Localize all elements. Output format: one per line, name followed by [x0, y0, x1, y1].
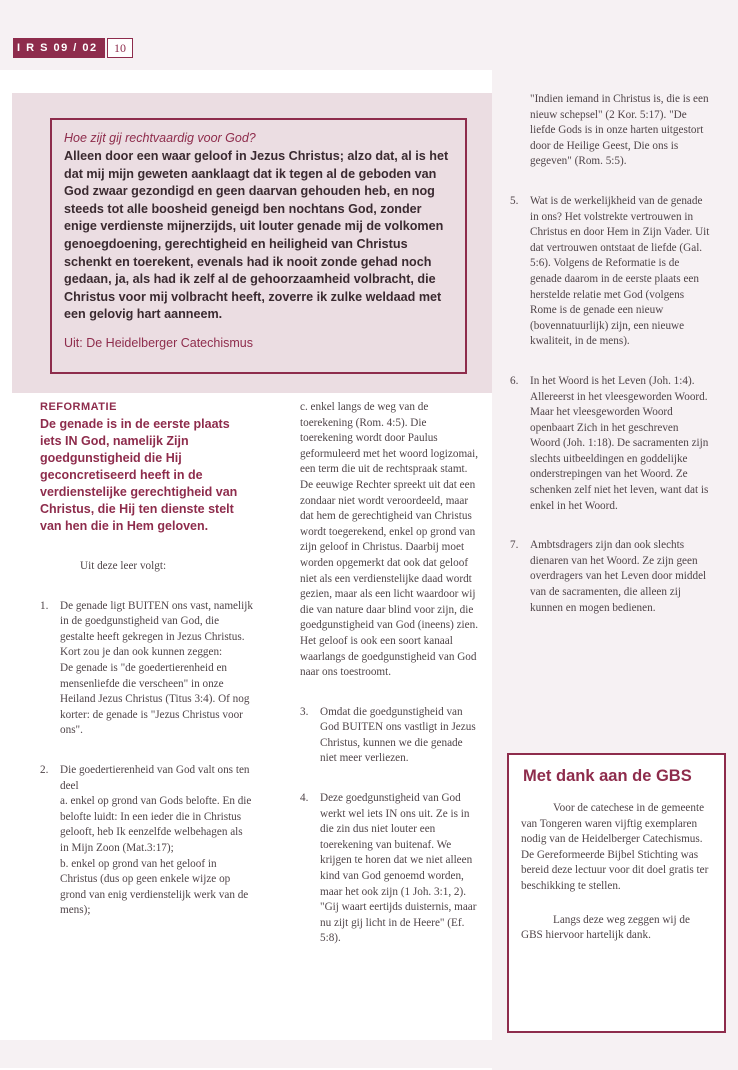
list-item-text: De genade is "de goedertierenheid en mensenliefde die verscheen" in onze Heiland Jezus Christus (Titus 3:4). Of nog korter: de genade is "Jezus Christus voor ons". — [60, 661, 250, 737]
list-item-text: Deze goedgunstigheid van God werkt wel iets IN ons uit. Ze is in die zin dus niet louter een toerekening van buitenaf. We krijgen te horen dat we niet alleen kind van God genoemd worden, maar het ook zijn (1 Joh. 3:1, 2). "Gij waart eertijds duisternis, maar nu zijt gij licht in de Heere" (Ef. 5:8). — [320, 792, 477, 945]
list-item-number: 2. — [40, 763, 49, 776]
list-item-3 — [300, 705, 482, 767]
list-item-text: Wat is de werkelijkheid van de genade in ons? Het volstrekte vertrouwen in Christus en door Hem in Zijn Vader. Uit dat vertrouwen ontstaat de liefde (Gal. 5:6). Volgens de Reformatie is de genade daarom in de eerste plaats een herstelde relatie met God (volgens Rome is de genade een nieuw (bovennatuurlijk) zijn, een nieuwe kwaliteit, in de mens). — [530, 194, 710, 348]
list-item-text: Ambtsdragers zijn dan ook slechts dienaren van het Woord. Ze zijn geen overdragers van het Leven door middel van de sacramenten, die alleen zij kunnen en mogen bedienen. — [530, 539, 707, 614]
list-item-text: In het Woord is het Leven (Joh. 1:4). Allereerst in het vleesgeworden Woord. Maar het vleesgeworden Woord openbaart Zich in het geschreven Woord (Joh. 1:18). De sacramenten zijn slechts uitbeeldingen en goddelijke onderstrepingen van het Woord. Ze schenken zelf niet het leven, want dat is enkel in het Woord. — [530, 374, 709, 512]
list-item-text: Omdat die goedgunstigheid van God BUITEN ons vastligt in Jezus Christus, kunnen we die genade niet meer verliezen. — [320, 705, 476, 765]
list-item-number: 3. — [300, 705, 309, 718]
list-item-number: 1. — [40, 599, 49, 612]
column-middle — [300, 400, 482, 947]
section-title: REFORMATIE — [40, 401, 117, 413]
page-number: 10 — [107, 38, 133, 58]
list-item-text: Die goedertierenheid van God valt ons ten deel — [60, 763, 250, 792]
thanks-box — [507, 753, 726, 1033]
list-item-6 — [510, 374, 710, 514]
list-item-4 — [300, 791, 482, 947]
list-item-number: 5. — [510, 194, 519, 207]
catechism-quote-box — [50, 118, 467, 374]
list-item-subpoint-a: a. enkel op grond van Gods belofte. En die belofte luidt: In een ieder die in Christus gelooft, heb Ik eenzelfde welbehagen als in Mijn Zoon (Mat.3:17); — [60, 795, 252, 854]
magazine-label: I R S 09 / 02 — [13, 38, 105, 58]
thanks-paragraph: Langs deze weg zeggen wij de GBS hiervoor hartelijk dank. — [521, 913, 690, 942]
quote-answer: Alleen door een waar geloof in Jezus Christus; alzo dat, al is het dat mij mijn geweten aanklaagt dat ik tegen al de geboden van God zwaar gezondigd en geen daarvan gehouden heb, en nog steeds tot alle boosheid geneigd ben nochtans God, zonder enige verdienste mijnerzijds, uit louter genade mij de volkomen genoegdoening, gerechtigheid en heiligheid van Christus schenkt en toerekent, evenals had ik nooit zonde gehad noch gedaan, ja, als had ik zelf al de gehoorzaamheid volbracht, die Christus voor mij volbracht heeft, zoverre ik zulke weldaad met een gelovig hart aanneem. — [64, 149, 449, 322]
thanks-paragraph: Voor de catechese in de gemeente van Tongeren waren vijftig exemplaren nodig van de Heidelberger Catechismus. De Gereformeerde Bijbel Stichting was bereid deze lectuur voor dit doel gratis ter beschikking te stellen. — [521, 802, 709, 892]
section-lead: De genade is in de eerste plaats iets IN God, namelijk Zijn goedgunstigheid die Hij geconcretiseerd heeft in de verdienstelijke gerechtigheid van Christus, die Hij ten dienste stelt van hen die in Hem geloven. — [40, 417, 238, 533]
page-header — [0, 0, 738, 70]
column-left — [40, 400, 253, 919]
quote-question: Hoe zijt gij rechtvaardig voor God? — [64, 131, 256, 145]
list-item-number: 4. — [300, 792, 309, 805]
list-item-7 — [510, 538, 710, 616]
page-footer-band — [0, 1040, 738, 1068]
list-item-text: De genade ligt BUITEN ons vast, namelijk in de goedgunstigheid van God, die gestalte heeft gekregen in Jezus Christus. Kort zou je dan ook kunnen zeggen: — [60, 599, 253, 659]
list-item-subpoint-c: c. enkel langs de weg van de toerekening (Rom. 4:5). Die toerekening wordt door Paulus geformuleerd met het woord logizomai, een term die uit de rechtspraak stamt. De eeuwige Rechter spreekt uit dat een zondaar niet wordt veroordeeld, maar dat hem de gerechtigheid van Christus wordt toegerekend, enkel op grond van zijn geloof in Christus. Daarbij moet worden opgemerkt dat ook dat geloof niet als een verdienstelijke daad wordt gezien, maar als een licht waardoor wij die van nature daar blind voor zijn, die goedgunstigheid van God (ineens) zien. Het geloof is ook een soort kanaal waarlangs de goedgunstigheid van God naar ons toestroomt. — [300, 401, 479, 679]
list-item-1 — [40, 599, 253, 739]
section-intro: Uit deze leer volgt: — [80, 560, 167, 572]
quote-source: Uit: De Heidelberger Catechismus — [64, 335, 253, 350]
list-item-number: 6. — [510, 374, 519, 387]
list-item-2 — [40, 763, 253, 919]
list-item-5 — [510, 194, 710, 350]
column-right — [510, 92, 710, 616]
list-item-subpoint-b: b. enkel op grond van het geloof in Christus (dus op geen enkele wijze op grond van enig verdienstelijk werk van de mens); — [60, 857, 249, 917]
list-item-number: 7. — [510, 539, 519, 552]
thanks-title: Met dank aan de GBS — [523, 767, 692, 785]
list-item-text: "Indien iemand in Christus is, die is een nieuw schepsel" (2 Kor. 5:17). "De liefde Gods is in onze harten uitgestort door de Heilige Geest, Die ons is gegeven" (Rom. 5:5). — [530, 93, 709, 168]
list-item-4-continued — [510, 92, 710, 170]
